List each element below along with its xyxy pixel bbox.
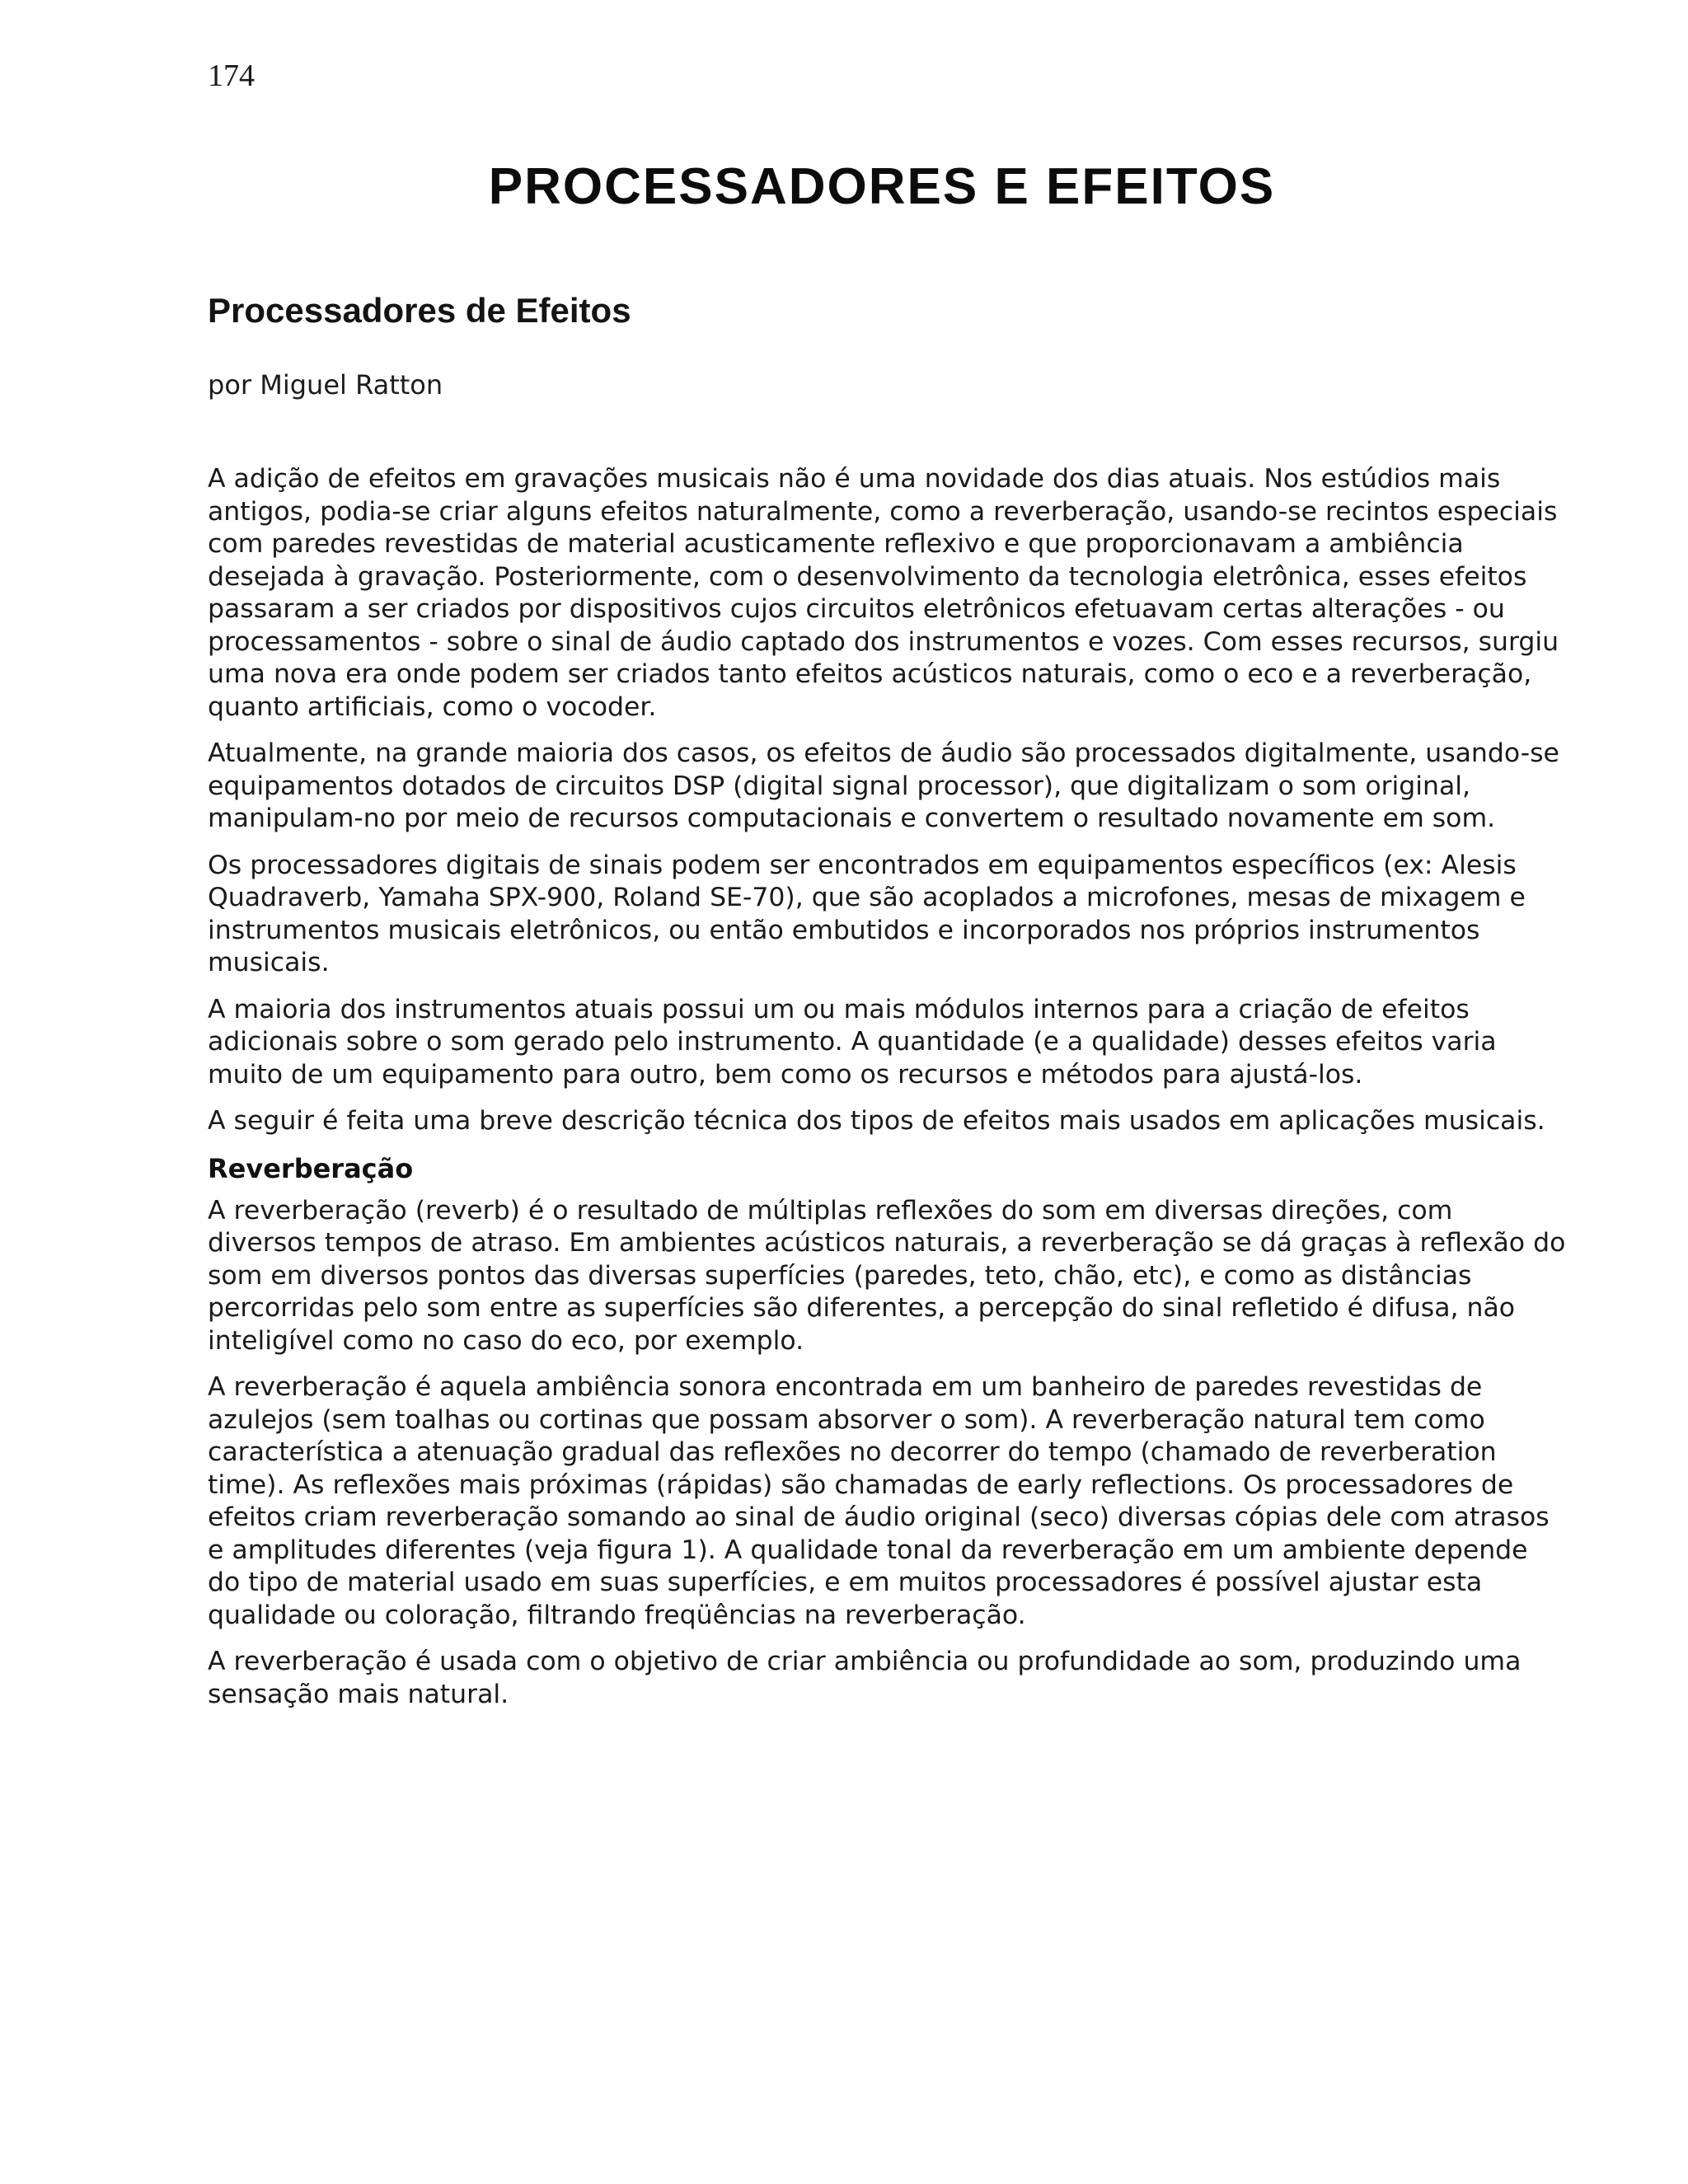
chapter-title: PROCESSADORES E EFEITOS: [488, 158, 1276, 215]
section-heading-reverberacao: Reverberação: [208, 1152, 414, 1184]
intro-paragraph: Atualmente, na grande maioria dos casos, os efeitos de áudio são processados digitalmente, usando-se equipamentos dotados de circuitos DSP (digital signal processor), que digitalizam o som original, manipulam-no por meio de recursos computacionais e convertem o resultado novamente em som.: [208, 738, 1559, 833]
intro-paragraph: A adição de efeitos em gravações musicais não é uma novidade dos dias atuais. Nos estúdios mais antigos, podia-se criar alguns efeitos naturalmente, como a reverberação, usando-se recintos especiais com paredes revestidas de material acusticamente reflexivo e que proporcionavam a ambiência desejada à gravação. Posteriormente, com o desenvolvimento da tecnologia eletrônica, esses efeitos passaram a ser criados por dispositivos cujos circuitos eletrônicos efetuavam certas alterações - ou processamentos - sobre o sinal de áudio captado dos instrumentos e vozes. Com esses recursos, surgiu uma nova era onde podem ser criados tanto efeitos acústicos naturais, como o eco e a reverberação, quanto artificiais, como o vocoder.: [208, 464, 1559, 722]
intro-paragraph: A seguir é feita uma breve descrição técnica dos tipos de efeitos mais usados em aplicações musicais.: [208, 1106, 1545, 1136]
section-paragraph: A reverberação é aquela ambiência sonora encontrada em um banheiro de paredes revestidas de azulejos (sem toalhas ou cortinas que possam absorver o som). A reverberação natural tem como característica a atenuação gradual das reflexões no decorrer do tempo (chamado de reverberation time). As reflexões mais próximas (rápidas) são chamadas de early reflections. Os processadores de efeitos criam reverberação somando ao sinal de áudio original (seco) diversas cópias dele com atrasos e amplitudes diferentes (veja figura 1). A qualidade tonal da reverberação em um ambiente depende do tipo de material usado em suas superfícies, e em muitos processadores é possível ajustar esta qualidade ou coloração, filtrando freqüências na reverberação.: [208, 1372, 1550, 1630]
intro-paragraph: Os processadores digitais de sinais podem ser encontrados em equipamentos específicos (ex: Alesis Quadraverb, Yamaha SPX-900, Roland SE-70), que são acoplados a microfones, mesas de mixagem e instrumentos musicais eletrônicos, ou então embutidos e incorporados nos próprios instrumentos musicais.: [208, 850, 1526, 977]
byline: por Miguel Ratton: [208, 369, 443, 401]
article-title: Processadores de Efeitos: [208, 291, 631, 330]
article-body: [208, 463, 1568, 1725]
page-number: 174: [208, 59, 255, 93]
section-paragraph: A reverberação (reverb) é o resultado de múltiplas reflexões do som em diversas direções, com diversos tempos de atraso. Em ambientes acústicos naturais, a reverberação se dá graças à reflexão do som em diversos pontos das diversas superfícies (paredes, teto, chão, etc), e como as distâncias percorridas pelo som entre as superfícies são diferentes, a percepção do sinal refletido é difusa, não inteligível como no caso do eco, por exemplo.: [208, 1195, 1566, 1356]
intro-paragraph: A maioria dos instrumentos atuais possui um ou mais módulos internos para a criação de efeitos adicionais sobre o som gerado pelo instrumento. A quantidade (e a qualidade) desses efeitos varia muito de um equipamento para outro, bem como os recursos e métodos para ajustá-los.: [208, 994, 1497, 1090]
section-paragraph: A reverberação é usada com o objetivo de criar ambiência ou profundidade ao som, produzindo uma sensação mais natural.: [208, 1647, 1522, 1709]
